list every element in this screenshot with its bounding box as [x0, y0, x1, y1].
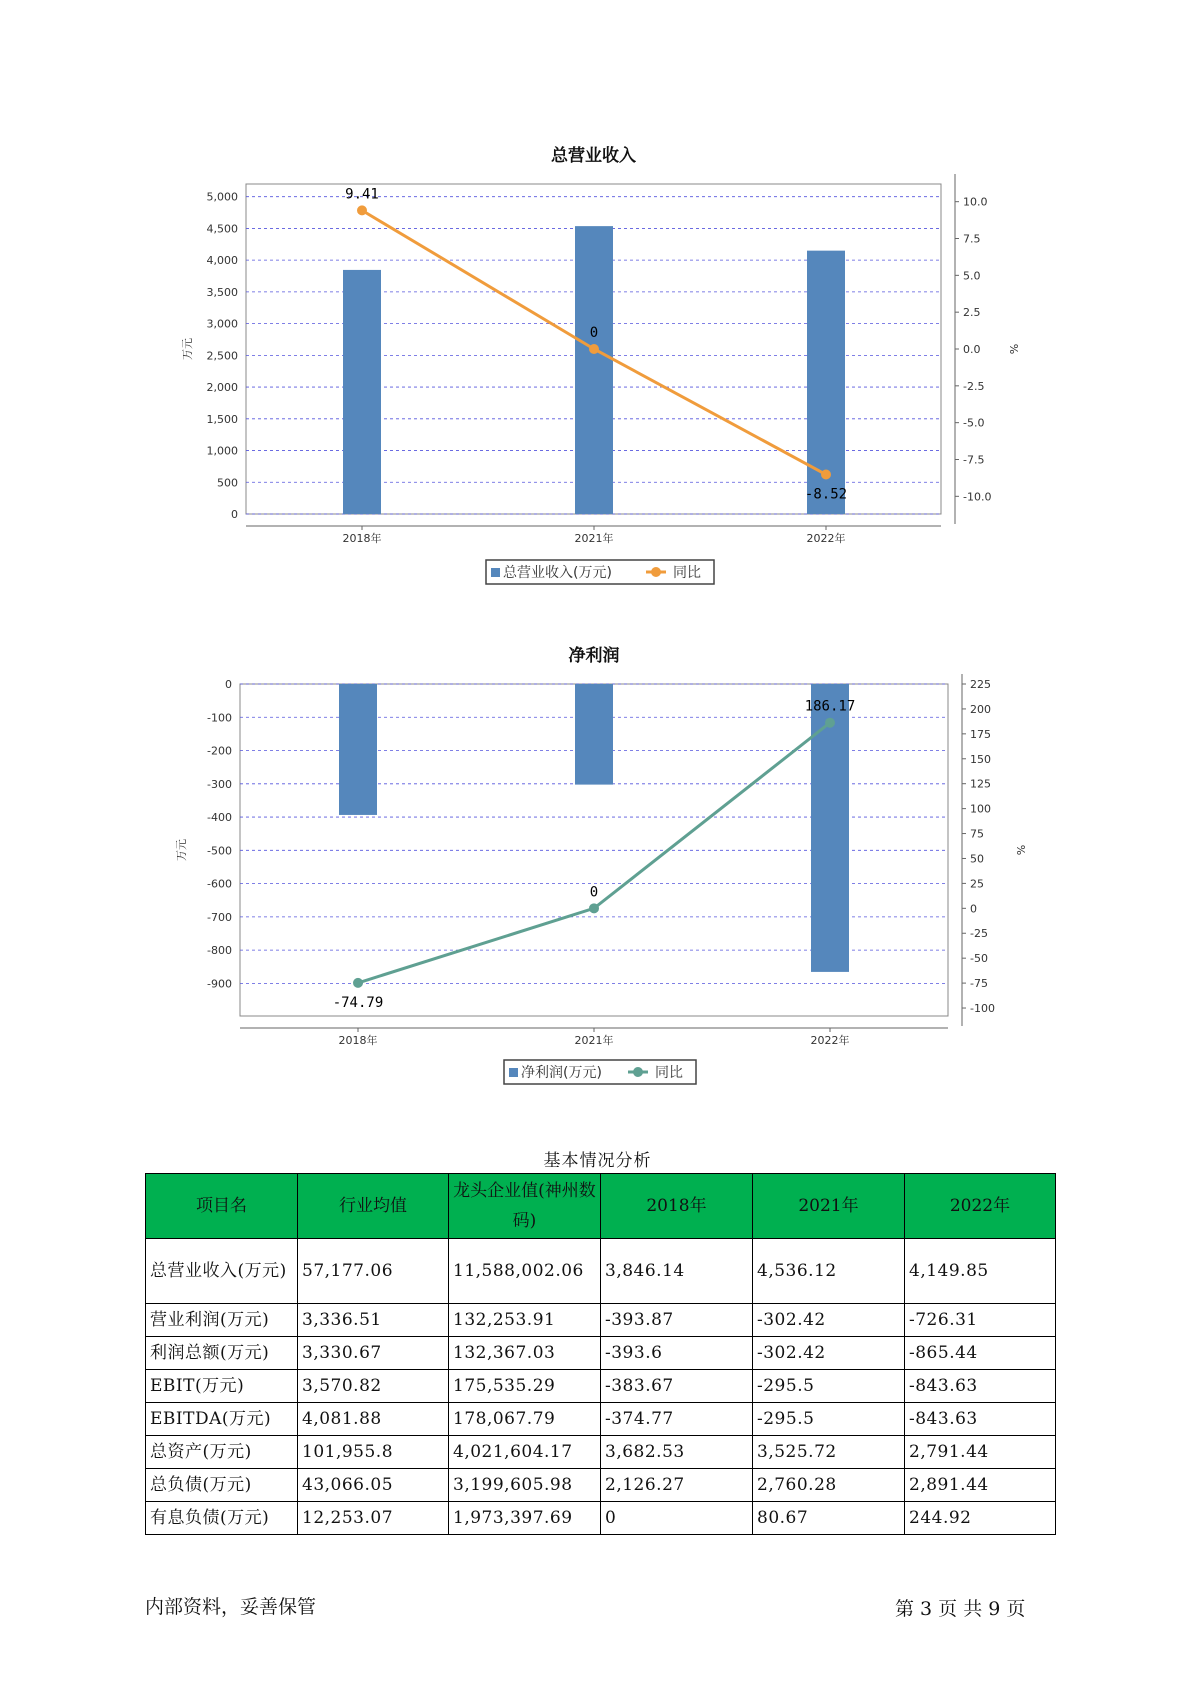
y-tick-label: 2,500	[206, 349, 238, 363]
footer-page-number: 第 3 页 共 9 页	[895, 1598, 1026, 1620]
y2-tick-label: 150	[970, 752, 991, 766]
legend-bar-swatch	[509, 1068, 518, 1077]
net-profit-chart	[0, 640, 1191, 1100]
table-row-label: 总资产(万元)	[146, 1436, 298, 1469]
table-cell: 3,846.14	[601, 1239, 753, 1304]
y-tick-label: 1,000	[206, 444, 238, 458]
bar	[343, 270, 381, 514]
table-row-label: 有息负债(万元)	[146, 1502, 298, 1535]
y2-tick-label: -100	[970, 1002, 995, 1016]
table-header-cell: 2022年	[905, 1174, 1056, 1239]
table-cell: -865.44	[905, 1337, 1056, 1370]
table-cell: 3,330.67	[298, 1337, 449, 1370]
y2-tick-label: 75	[970, 827, 984, 841]
table-cell: -374.77	[601, 1403, 753, 1436]
table-cell: 4,081.88	[298, 1403, 449, 1436]
table-row	[146, 1469, 1056, 1502]
x-tick-label: 2022年	[810, 1034, 850, 1047]
table-row	[146, 1370, 1056, 1403]
data-label: 186.17	[804, 698, 856, 715]
y-tick-label: 3,000	[206, 317, 238, 331]
legend-bar-swatch	[491, 568, 500, 577]
y-tick-label: -400	[207, 811, 232, 825]
table-row	[146, 1304, 1056, 1337]
table-cell: 101,955.8	[298, 1436, 449, 1469]
y-tick-label: -500	[207, 844, 232, 858]
table-cell: 1,973,397.69	[449, 1502, 601, 1535]
table-header-cell: 项目名	[146, 1174, 298, 1239]
legend	[504, 1060, 696, 1084]
y-tick-label: 2,000	[206, 381, 238, 395]
yoy-point	[357, 205, 367, 215]
table-cell: 132,367.03	[449, 1337, 601, 1370]
table-cell: -295.5	[753, 1403, 905, 1436]
table-cell: -302.42	[753, 1304, 905, 1337]
y-axis-label: 万元	[175, 839, 188, 861]
table-row	[146, 1502, 1056, 1535]
table-cell: 175,535.29	[449, 1370, 601, 1403]
table-header-cell: 2021年	[753, 1174, 905, 1239]
y2-tick-label: -75	[970, 977, 988, 991]
table-header-cell: 龙头企业值(神州数码)	[449, 1174, 601, 1239]
y-axis-label: 万元	[181, 338, 194, 360]
chart-title: 总营业收入	[551, 146, 636, 166]
table-row-label: EBIT(万元)	[146, 1370, 298, 1403]
data-label: 0	[589, 884, 599, 901]
y2-tick-label: 0.0	[963, 343, 981, 356]
table-header-cell: 行业均值	[298, 1174, 449, 1239]
y-tick-label: 0	[225, 678, 232, 691]
table-cell: 2,760.28	[753, 1469, 905, 1502]
y2-tick-label: 0	[970, 902, 977, 916]
y2-tick-label: 25	[970, 877, 984, 891]
table-cell: 4,536.12	[753, 1239, 905, 1304]
legend-label: 同比	[655, 1065, 683, 1081]
x-tick-label: 2021年	[574, 1034, 614, 1047]
y-tick-label: 5,000	[206, 190, 238, 204]
table-cell: 80.67	[753, 1502, 905, 1535]
x-tick-label: 2018年	[338, 1034, 378, 1047]
y-tick-label: 4,500	[206, 222, 238, 236]
legend-label: 同比	[673, 565, 701, 581]
table-row	[146, 1239, 1056, 1304]
table-cell: 4,149.85	[905, 1239, 1056, 1304]
legend-line-marker	[633, 1067, 643, 1077]
table-row-label: EBITDA(万元)	[146, 1403, 298, 1436]
table-header-row	[146, 1174, 1056, 1239]
table-cell: -843.63	[905, 1403, 1056, 1436]
table-cell: 57,177.06	[298, 1239, 449, 1304]
y-tick-label: -600	[207, 877, 232, 891]
table-cell: 178,067.79	[449, 1403, 601, 1436]
data-label: 0	[589, 325, 599, 341]
y2-tick-label: 2.5	[963, 306, 981, 320]
y-tick-label: 4,000	[206, 254, 238, 268]
y2-tick-label: 225	[970, 678, 991, 691]
table-header-cell: 2018年	[601, 1174, 753, 1239]
table-row	[146, 1337, 1056, 1370]
y2-tick-label: 5.0	[963, 269, 981, 283]
table-cell: -843.63	[905, 1370, 1056, 1403]
table-cell: 3,199,605.98	[449, 1469, 601, 1502]
y2-tick-label: 125	[970, 777, 991, 791]
y2-tick-label: -2.5	[963, 379, 985, 393]
table-cell: 2,126.27	[601, 1469, 753, 1502]
y-tick-label: -200	[207, 744, 232, 758]
y-tick-label: -100	[207, 711, 232, 725]
table-row	[146, 1436, 1056, 1469]
legend-label: 总营业收入(万元)	[503, 565, 612, 581]
table-cell: -393.87	[601, 1304, 753, 1337]
y2-tick-label: 100	[970, 802, 991, 816]
revenue-chart	[0, 140, 1191, 600]
y2-tick-label: 50	[970, 852, 984, 866]
table-cell: 11,588,002.06	[449, 1239, 601, 1304]
table-cell: 4,021,604.17	[449, 1436, 601, 1469]
x-tick-label: 2021年	[574, 532, 614, 545]
y2-tick-label: 10.0	[963, 195, 988, 209]
table-cell: 2,791.44	[905, 1436, 1056, 1469]
table-cell: 3,336.51	[298, 1304, 449, 1337]
legend-line-marker	[651, 567, 661, 577]
y2-tick-label: -50	[970, 952, 988, 966]
y2-tick-label: 7.5	[963, 232, 981, 246]
table-row-label: 总负债(万元)	[146, 1469, 298, 1502]
table-cell: 3,570.82	[298, 1370, 449, 1403]
yoy-point	[821, 470, 831, 480]
legend-label: 净利润(万元)	[521, 1065, 602, 1081]
yoy-point	[589, 903, 599, 913]
y-tick-label: -900	[207, 977, 232, 991]
y-tick-label: 0	[231, 508, 238, 521]
table-cell: -393.6	[601, 1337, 753, 1370]
table-cell: 12,253.07	[298, 1502, 449, 1535]
bar	[575, 684, 613, 785]
bar	[339, 684, 377, 815]
table-row	[146, 1403, 1056, 1436]
y2-tick-label: -5.0	[963, 416, 985, 430]
y2-axis-label: %	[1007, 343, 1020, 355]
y-tick-label: -700	[207, 910, 232, 924]
footer-confidential-note: 内部资料，妥善保管	[145, 1596, 317, 1618]
table-row-label: 利润总额(万元)	[146, 1337, 298, 1370]
y2-tick-label: 200	[970, 702, 991, 716]
y2-tick-label: -25	[970, 927, 988, 941]
table-cell: 2,891.44	[905, 1469, 1056, 1502]
y-tick-label: -800	[207, 944, 232, 958]
x-tick-label: 2018年	[342, 532, 382, 545]
yoy-point	[353, 978, 363, 988]
y-tick-label: 500	[217, 476, 238, 490]
y-tick-label: 1,500	[206, 412, 238, 426]
table-cell: 132,253.91	[449, 1304, 601, 1337]
data-label: -74.79	[332, 994, 384, 1011]
y2-tick-label: -10.0	[963, 490, 992, 504]
table-cell: 3,682.53	[601, 1436, 753, 1469]
table-row-label: 营业利润(万元)	[146, 1304, 298, 1337]
y-tick-label: 3,500	[206, 285, 238, 299]
table-cell: 43,066.05	[298, 1469, 449, 1502]
data-label: 9.41	[345, 186, 379, 203]
table-cell: -302.42	[753, 1337, 905, 1370]
table-cell: 244.92	[905, 1502, 1056, 1535]
table-title: 基本情况分析	[543, 1151, 652, 1171]
basic-analysis-table	[145, 1173, 1056, 1535]
yoy-point	[825, 718, 835, 728]
chart-title: 净利润	[568, 646, 620, 666]
table-row-label: 总营业收入(万元)	[146, 1239, 298, 1304]
yoy-point	[589, 344, 599, 354]
data-label: -8.52	[804, 486, 848, 503]
legend	[486, 560, 714, 584]
bar	[575, 226, 613, 514]
table-cell: -295.5	[753, 1370, 905, 1403]
y2-axis-label: %	[1014, 844, 1027, 856]
table-cell: -383.67	[601, 1370, 753, 1403]
table-cell: 3,525.72	[753, 1436, 905, 1469]
x-tick-label: 2022年	[806, 532, 846, 545]
y2-tick-label: 175	[970, 727, 991, 741]
y-tick-label: -300	[207, 777, 232, 791]
table-cell: -726.31	[905, 1304, 1056, 1337]
y2-tick-label: -7.5	[963, 453, 985, 467]
table-cell: 0	[601, 1502, 753, 1535]
